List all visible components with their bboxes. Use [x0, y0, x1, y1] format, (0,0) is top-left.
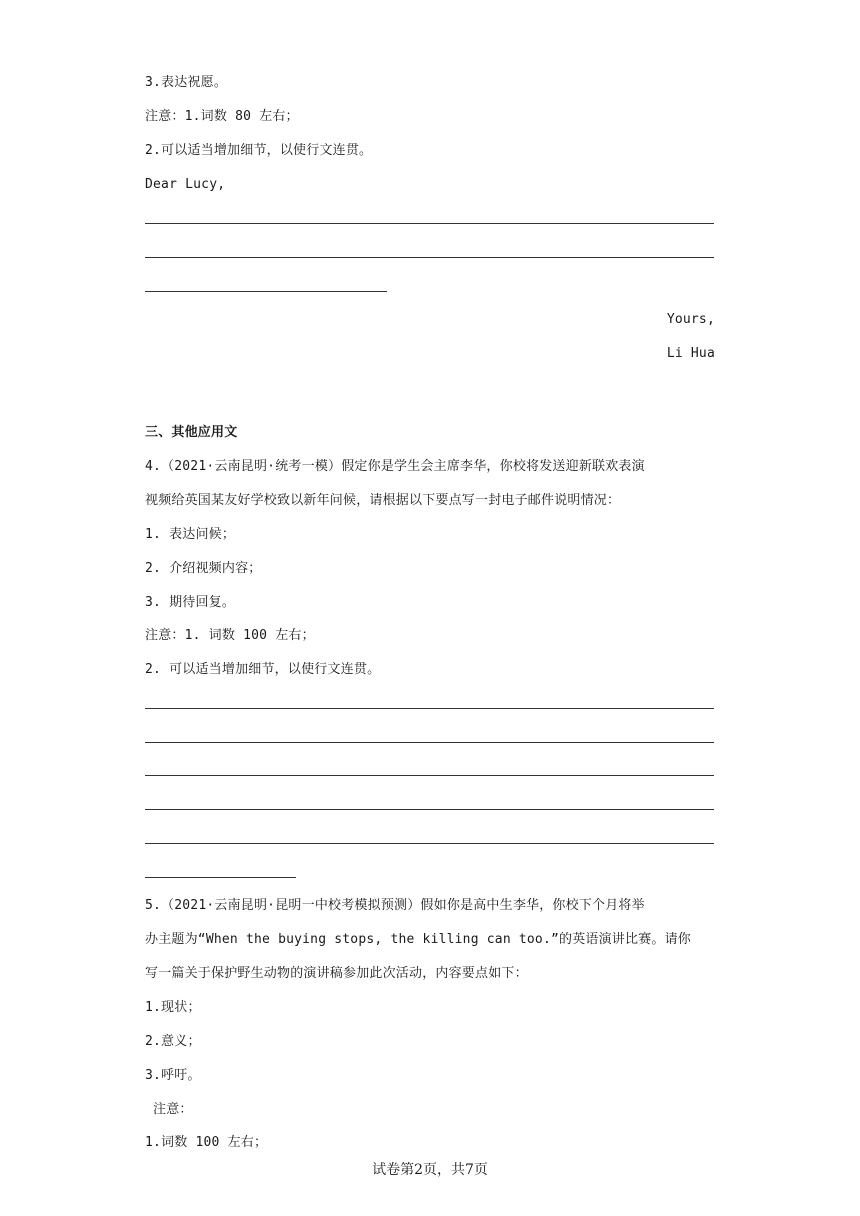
question-5-point-2: 2.意义；: [145, 1034, 201, 1049]
answer-line[interactable]: [145, 257, 714, 258]
answer-line[interactable]: [145, 291, 387, 292]
answer-line[interactable]: [145, 809, 714, 810]
task-note-1: 注意：1.词数 80 左右；: [145, 109, 299, 124]
question-4-note-1: 注意：1. 词数 100 左右；: [145, 628, 315, 643]
letter-closing: Yours,: [666, 312, 715, 327]
question-4-text-line-1: 4.（2021·云南昆明·统考一模）假定你是学生会主席李华，你校将发送迎新联欢表演: [145, 459, 645, 474]
question-5-text-line-2: 办主题为“When the buying stops, the killing can too.”的英语演讲比赛。请你: [145, 932, 691, 947]
page-footer: 试卷第2页，共7页: [372, 1162, 488, 1178]
question-5-point-3: 3.呼吁。: [145, 1068, 201, 1083]
question-4-point-2: 2. 介绍视频内容；: [145, 561, 262, 576]
question-4-point-3: 3. 期待回复。: [145, 595, 236, 610]
letter-greeting: Dear Lucy,: [145, 177, 226, 192]
question-5-point-1: 1.现状；: [145, 1000, 201, 1015]
answer-line[interactable]: [145, 223, 714, 224]
question-5-text-line-1: 5.（2021·云南昆明·昆明一中校考模拟预测）假如你是高中生李华，你校下个月将举: [145, 898, 645, 913]
answer-line[interactable]: [145, 843, 714, 844]
question-5-note-label: 注意：: [153, 1102, 193, 1117]
answer-line[interactable]: [145, 742, 714, 743]
task-note-2: 2.可以适当增加细节，以使行文连贯。: [145, 143, 373, 158]
question-4-text-line-2: 视频给英国某友好学校致以新年问候，请根据以下要点写一封电子邮件说明情况：: [145, 493, 621, 508]
answer-line[interactable]: [145, 775, 714, 776]
question-5-note-1: 1.词数 100 左右；: [145, 1135, 268, 1150]
answer-line[interactable]: [145, 708, 714, 709]
answer-line[interactable]: [145, 877, 296, 878]
section-heading: 三、其他应用文: [145, 425, 238, 440]
task-point-3: 3.表达祝愿。: [145, 75, 228, 90]
question-5-text-line-3: 写一篇关于保护野生动物的演讲稿参加此次活动，内容要点如下：: [145, 966, 528, 981]
letter-signature: Li Hua: [666, 346, 715, 361]
question-4-point-1: 1. 表达问候；: [145, 527, 236, 542]
question-4-note-2: 2. 可以适当增加细节，以使行文连贯。: [145, 662, 381, 677]
